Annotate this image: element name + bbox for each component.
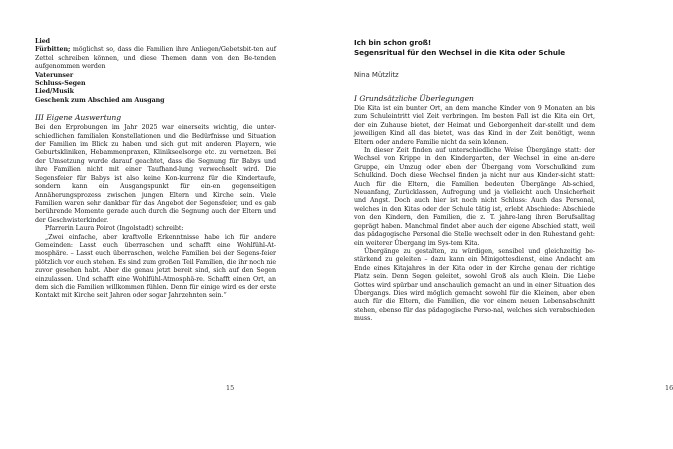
chapter-author: Nina Mützlitz (354, 71, 399, 79)
quote-intro: Pfarrerin Laura Poirot (Ingolstadt) schreibt: (45, 225, 184, 233)
order-item-vaterunser: Vaterunser (35, 71, 74, 79)
right-page-text-column (354, 38, 595, 324)
chapter-subtitle: Segensritual für den Wechsel in die Kita oder Schule (354, 48, 566, 57)
order-item-geschenk: Geschenk zum Abschied am Ausgang (35, 96, 165, 104)
quote-text: „Zwei einfache, aber kraftvolle Erkenntnisse habe ich für andere Gemeinden: Lasst euch überraschen und schafft eine Wohlfühl-At-mosphäre. – Lasst euch überraschen, welche Familien bei der Segens-feier plötzlich vor euch stehen. Es sind zum großen Teil Familien, die ihr noch nie zuvor gesehen habt. Aber die genau jetzt bereit sind, sich auf den Segen einzulassen. Und schafft eine Wohlfühl-Atmosphä-re. Schafft einen Ort, an dem sich die Familien willkommen fühlen. Denn für einige wird es der erste Kontakt mit Kirche seit Jahren oder sogar Jahrzehnten sein.“ (35, 233, 276, 300)
fuerbitten-text: möglichst so, dass die Familien ihre Anliegen/Gebetsbit-ten auf Zettel schreiben können, und diese Themen dann von den Be-tenden aufgenommen werden (35, 46, 276, 71)
section-heading-grundsaetzliche-ueberlegungen: I Grundsätzliche Überlegungen (354, 94, 474, 103)
order-item-lied: Lied (35, 38, 51, 45)
chapter-title: Ich bin schon groß! (354, 38, 432, 47)
order-item-schluss-segen: Schluss-Segen (35, 80, 86, 88)
paragraph-gestalten: Übergänge zu gestalten, zu würdigen, sensibel und gleichzeitig be-stärkend zu geleiten – dazu kann ein Minigottesdienst, eine Andacht am Ende eines Kitajahres in der Kita oder in der Kirche genau der richtige Platz sein. Denn Segen geleitet, sowohl Groß als auch Klein. Die Liebe Gottes wird spürbar und anschaulich gemacht an und in einer Situation des Übergangs. Dies wird möglich gemacht sowohl für die Kleinen, aber eben auch für die Eltern, die Familien, die vor einem neuen Lebensabschnitt stehen, ebenso für das pädagogische Perso-nal, welches sich verabschieden muss. (354, 247, 595, 323)
paragraph-kita: Die Kita ist ein bunter Ort, an dem manche Kinder von 9 Monaten an bis zum Schuleintritt viel Zeit verbringen. Im besten Fall ist die Kita ein Ort, der ein Zuhause bietet, der Heimat und Geborgenheit dar-stellt und dem jeweiligen Kind all das bietet, was das Kind in der Zeit benötigt, wenn Eltern oder andere Familie nicht da sein können. (354, 105, 595, 146)
page-number-right: 16 (665, 384, 673, 392)
left-page (0, 0, 300, 449)
paragraph-uebergaenge: In dieser Zeit finden auf unterschiedliche Weise Übergänge statt: der Wechsel von Krippe in den Kindergarten, der Wechsel in eine an-dere Gruppe, ein Umzug oder eben der Übergang vom Vorschulkind zum Schulkind. Doch diese Wechsel finden ja nicht nur aus Kinder-sicht statt: Auch für die Eltern, die Familien bedeuten Übergänge Ab-schied, Neuanfang, Zurücklassen, Aufregung und ja vielleicht auch Unsicherheit und Angst. Doch auch hier ist noch nicht Schluss: Auch das Personal, welches in den Kitas oder der Schule tätig ist, erlebt Abschiede: Abschiede von den Kindern, den Familien, die z. T. jahre-lang ihren Berufsalltag geprägt haben. Manchmal findet aber auch der eigene Abschied statt, weil das pädagogische Personal die Stelle wechselt oder in den Ruhestand geht: ein weiterer Übergang im Sys-tem Kita. (354, 147, 595, 247)
right-page (300, 0, 673, 449)
page-number-left: 15 (226, 384, 235, 392)
section-heading-eigene-auswertung: III Eigene Auswertung (35, 113, 122, 123)
order-item-lied-musik: Lied/Musik (35, 88, 74, 96)
left-page-text-column (35, 38, 276, 301)
fuerbitten-label: Fürbitten; (35, 46, 71, 54)
order-item-fuerbitten (35, 46, 276, 71)
paragraph-erprobungen: Bei den Erprobungen im Jahr 2025 war einerseits wichtig, die unter-schiedlichen familialen Konstellationen und die Bedürfnisse und Situation der Familien im Blick zu haben und sich gut mit anderen Playern, wie Geburtskliniken, Hebammenpraxen, Klinikseelsorge etc. zu vernetzen. Bei der Umsetzung wurde darauf geachtet, dass die Segnung für Babys und ihre Familien nicht mit einer Taufhand-lung verwechselt wird. Die Segensfeier für Babys ist also keine Kon-kurrenz für die Kindertaufe, sondern kann ein Ausgangspunkt für ein-en gegenseitigen Annäherungsprozess zwischen jungen Eltern und Kirche sein. Viele Familien waren sehr dankbar für das Angebot der Segensfeier, und es gab berührende Momente gerade auch durch die Segnung auch der Eltern und der Geschwisterkinder. (35, 124, 276, 224)
